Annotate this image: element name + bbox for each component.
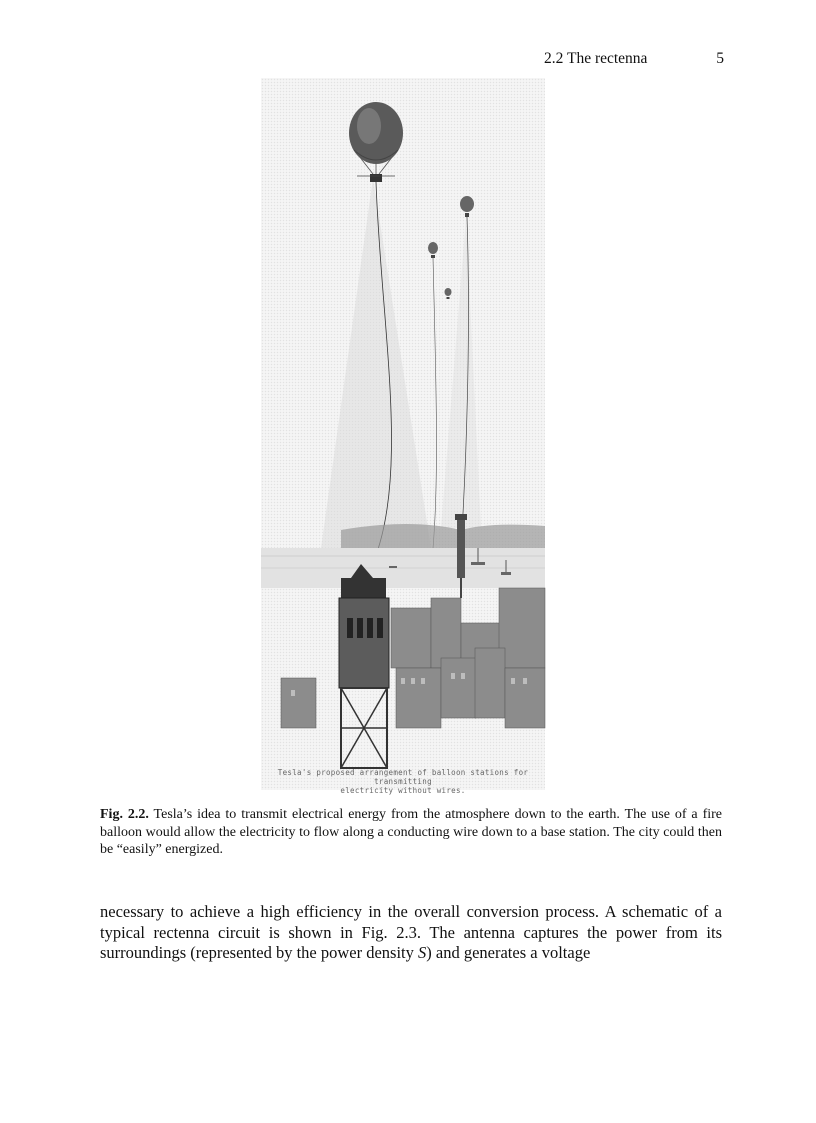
figure-caption-text: Tesla’s idea to transmit electrical energy from the atmosphere down to the earth. The use of a fire balloon would allow the electricity to flow along a conducting wire down to a base station. The city could then be “easily” energized. (100, 807, 722, 857)
tesla-balloon-illustration (261, 78, 545, 795)
large-balloon (349, 102, 403, 182)
tiny-balloon (445, 288, 452, 299)
running-header (544, 50, 724, 72)
illustration-caption (261, 768, 545, 795)
page-number: 5 (716, 50, 724, 67)
body-text-before: necessary to achieve a high efficiency in the overall conversion process. A schematic of a typical rectenna circuit is shown in Fig. 2.3. The antenna captures the power from its surroundings (represented by the power density (100, 902, 722, 962)
body-paragraph (100, 902, 722, 964)
figure-label: Fig. 2.2. (100, 807, 149, 822)
illustration-caption-line-2: electricity without wires. (340, 786, 466, 795)
body-text-after: ) and generates a voltage (426, 943, 591, 962)
figure-caption (100, 806, 722, 859)
illustration-caption-line-1: Tesla's proposed arrangement of balloon stations for transmitting (277, 768, 529, 786)
small-balloon (428, 242, 438, 258)
power-density-symbol: S (418, 943, 427, 962)
medium-balloon (460, 196, 474, 217)
base-station-tower (339, 564, 389, 768)
illustration-drawing (261, 78, 545, 790)
section-title: 2.2 The rectenna (544, 50, 648, 67)
